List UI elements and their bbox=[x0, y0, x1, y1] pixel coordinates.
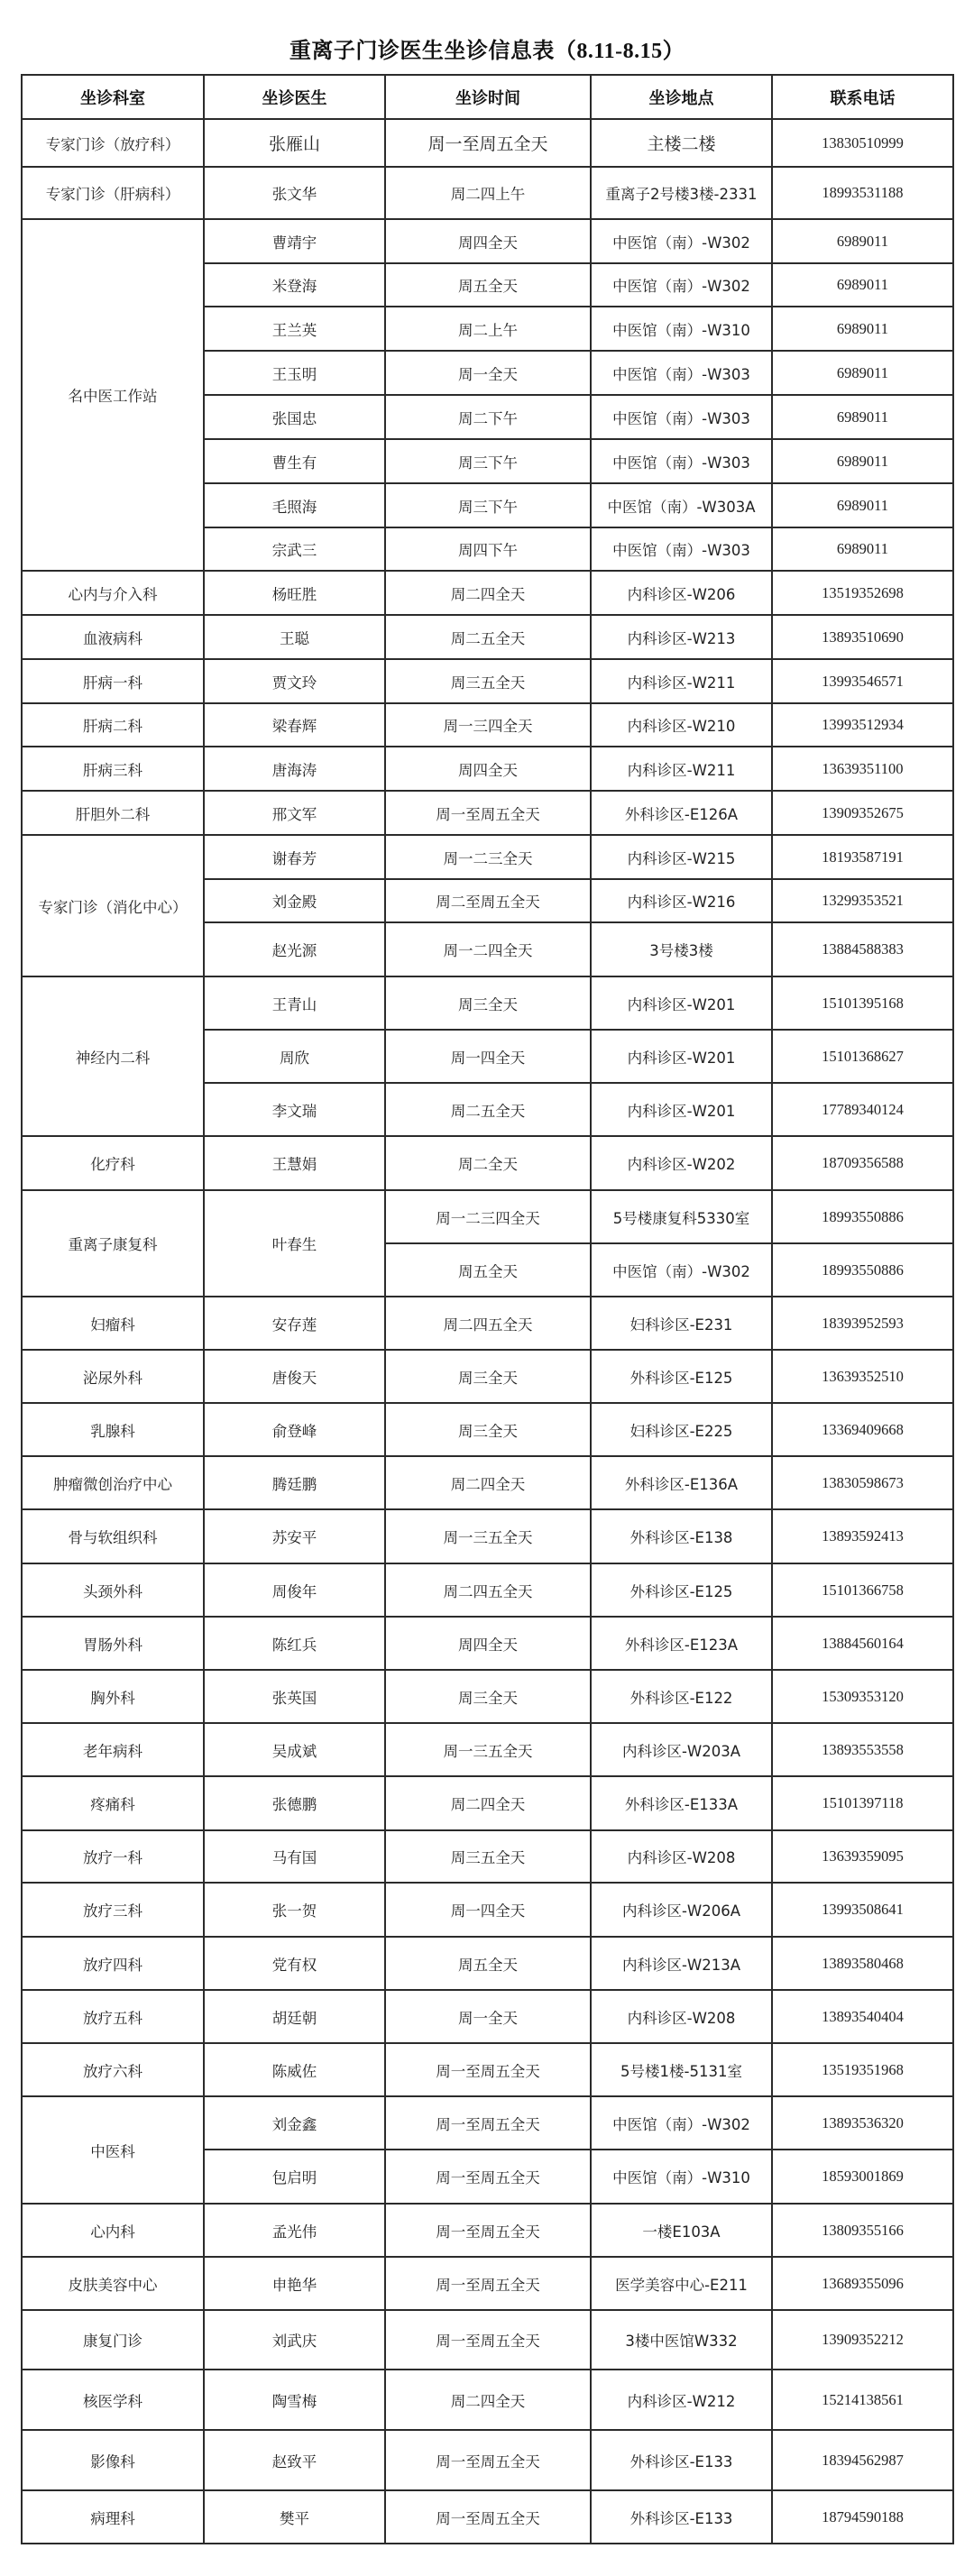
cell-time: 周五全天 bbox=[385, 263, 591, 307]
cell-doctor: 唐俊天 bbox=[204, 1350, 385, 1403]
cell-time: 周一全天 bbox=[385, 351, 591, 395]
cell-location: 外科诊区-E133 bbox=[591, 2430, 772, 2490]
cell-location: 重离子2号楼3楼-2331 bbox=[591, 167, 772, 219]
cell-doctor: 贾文玲 bbox=[204, 659, 385, 703]
cell-doctor: 安存莲 bbox=[204, 1297, 385, 1350]
cell-doctor: 刘金鑫 bbox=[204, 2096, 385, 2150]
table-row bbox=[22, 2043, 953, 2096]
cell-phone: 13884560164 bbox=[772, 1617, 953, 1670]
cell-doctor: 赵致平 bbox=[204, 2430, 385, 2490]
table-row bbox=[22, 2310, 953, 2370]
cell-time: 周四全天 bbox=[385, 747, 591, 791]
table-row bbox=[22, 2430, 953, 2490]
cell-dept: 老年病科 bbox=[22, 1723, 204, 1776]
cell-doctor: 梁春辉 bbox=[204, 703, 385, 747]
cell-location: 中医馆（南）-W303 bbox=[591, 439, 772, 483]
cell-location: 内科诊区-W206 bbox=[591, 571, 772, 615]
cell-dept: 专家门诊（放疗科） bbox=[22, 119, 204, 167]
cell-dept: 血液病科 bbox=[22, 615, 204, 659]
cell-time: 周二四上午 bbox=[385, 167, 591, 219]
table-row bbox=[22, 1670, 953, 1723]
cell-dept: 泌尿外科 bbox=[22, 1350, 204, 1403]
cell-dept: 妇瘤科 bbox=[22, 1297, 204, 1350]
cell-location: 中医馆（南）-W302 bbox=[591, 263, 772, 307]
cell-dept: 化疗科 bbox=[22, 1136, 204, 1190]
cell-dept: 放疗五科 bbox=[22, 1990, 204, 2043]
cell-phone: 15101368627 bbox=[772, 1030, 953, 1083]
cell-doctor: 周欣 bbox=[204, 1030, 385, 1083]
cell-dept: 疼痛科 bbox=[22, 1776, 204, 1830]
cell-location: 内科诊区-W201 bbox=[591, 1030, 772, 1083]
cell-dept: 肝胆外二科 bbox=[22, 791, 204, 835]
cell-dept: 胸外科 bbox=[22, 1670, 204, 1723]
cell-phone: 13884588383 bbox=[772, 922, 953, 976]
cell-dept: 肝病三科 bbox=[22, 747, 204, 791]
cell-doctor: 张国忠 bbox=[204, 395, 385, 439]
table-row bbox=[22, 571, 953, 615]
cell-dept: 专家门诊（消化中心） bbox=[22, 835, 204, 976]
table-row bbox=[22, 1136, 953, 1190]
cell-time: 周三下午 bbox=[385, 483, 591, 527]
cell-doctor: 王青山 bbox=[204, 976, 385, 1030]
cell-location: 妇科诊区-E231 bbox=[591, 1297, 772, 1350]
table-row bbox=[22, 1297, 953, 1350]
cell-phone: 13299353521 bbox=[772, 879, 953, 922]
cell-time: 周一至周五全天 bbox=[385, 2096, 591, 2150]
cell-location: 中医馆（南）-W303 bbox=[591, 351, 772, 395]
cell-location: 外科诊区-E125 bbox=[591, 1563, 772, 1617]
cell-time: 周一至周五全天 bbox=[385, 2490, 591, 2544]
cell-time: 周二五全天 bbox=[385, 615, 591, 659]
cell-dept: 病理科 bbox=[22, 2490, 204, 2544]
header-doctor: 坐诊医生 bbox=[204, 75, 385, 119]
cell-doctor: 王慧娟 bbox=[204, 1136, 385, 1190]
cell-dept: 肿瘤微创治疗中心 bbox=[22, 1456, 204, 1509]
cell-time: 周一至周五全天 bbox=[385, 2150, 591, 2204]
cell-phone: 18993550886 bbox=[772, 1243, 953, 1297]
table-row bbox=[22, 2257, 953, 2310]
cell-phone: 13993508641 bbox=[772, 1883, 953, 1937]
cell-doctor: 毛照海 bbox=[204, 483, 385, 527]
table-row bbox=[22, 2204, 953, 2257]
cell-location: 外科诊区-E133 bbox=[591, 2490, 772, 2544]
cell-doctor: 王玉明 bbox=[204, 351, 385, 395]
table-row bbox=[22, 976, 953, 1030]
table-row bbox=[22, 1723, 953, 1776]
cell-location: 内科诊区-W206A bbox=[591, 1883, 772, 1937]
cell-time: 周一至周五全天 bbox=[385, 2204, 591, 2257]
cell-location: 外科诊区-E136A bbox=[591, 1456, 772, 1509]
cell-doctor: 叶春生 bbox=[204, 1190, 385, 1297]
table-row bbox=[22, 1190, 953, 1243]
cell-phone: 13830510999 bbox=[772, 119, 953, 167]
cell-time: 周一至周五全天 bbox=[385, 791, 591, 835]
table-row bbox=[22, 2490, 953, 2544]
table-row bbox=[22, 659, 953, 703]
cell-time: 周二四全天 bbox=[385, 2370, 591, 2430]
table-row bbox=[22, 119, 953, 167]
table-row bbox=[22, 835, 953, 879]
cell-phone: 6989011 bbox=[772, 351, 953, 395]
cell-phone: 6989011 bbox=[772, 527, 953, 571]
cell-phone: 6989011 bbox=[772, 439, 953, 483]
table-row bbox=[22, 791, 953, 835]
cell-time: 周二四五全天 bbox=[385, 1297, 591, 1350]
cell-phone: 13993512934 bbox=[772, 703, 953, 747]
cell-phone: 18993550886 bbox=[772, 1190, 953, 1243]
table-row bbox=[22, 1617, 953, 1670]
cell-phone: 13893540404 bbox=[772, 1990, 953, 2043]
cell-location: 中医馆（南）-W303 bbox=[591, 395, 772, 439]
cell-time: 周一至周五全天 bbox=[385, 2310, 591, 2370]
cell-phone: 13909352212 bbox=[772, 2310, 953, 2370]
cell-dept: 放疗一科 bbox=[22, 1830, 204, 1883]
table-row bbox=[22, 703, 953, 747]
cell-time: 周一三五全天 bbox=[385, 1509, 591, 1563]
cell-time: 周三全天 bbox=[385, 1670, 591, 1723]
cell-time: 周一四全天 bbox=[385, 1030, 591, 1083]
cell-location: 内科诊区-W211 bbox=[591, 659, 772, 703]
cell-phone: 6989011 bbox=[772, 395, 953, 439]
cell-phone: 13639359095 bbox=[772, 1830, 953, 1883]
cell-dept: 影像科 bbox=[22, 2430, 204, 2490]
cell-doctor: 樊平 bbox=[204, 2490, 385, 2544]
cell-doctor: 党有权 bbox=[204, 1937, 385, 1990]
cell-location: 内科诊区-W212 bbox=[591, 2370, 772, 2430]
cell-time: 周一三五全天 bbox=[385, 1723, 591, 1776]
cell-location: 内科诊区-W202 bbox=[591, 1136, 772, 1190]
cell-location: 3号楼3楼 bbox=[591, 922, 772, 976]
cell-phone: 13830598673 bbox=[772, 1456, 953, 1509]
cell-location: 内科诊区-W208 bbox=[591, 1990, 772, 2043]
cell-doctor: 张英国 bbox=[204, 1670, 385, 1723]
cell-phone: 15101366758 bbox=[772, 1563, 953, 1617]
cell-phone: 15309353120 bbox=[772, 1670, 953, 1723]
cell-location: 中医馆（南）-W302 bbox=[591, 2096, 772, 2150]
cell-dept: 放疗四科 bbox=[22, 1937, 204, 1990]
cell-phone: 13893580468 bbox=[772, 1937, 953, 1990]
table-row bbox=[22, 1403, 953, 1456]
cell-phone: 13639351100 bbox=[772, 747, 953, 791]
cell-dept: 中医科 bbox=[22, 2096, 204, 2204]
cell-location: 妇科诊区-E225 bbox=[591, 1403, 772, 1456]
cell-dept: 乳腺科 bbox=[22, 1403, 204, 1456]
cell-location: 中医馆（南）-W302 bbox=[591, 219, 772, 263]
cell-doctor: 腾廷鹏 bbox=[204, 1456, 385, 1509]
cell-location: 内科诊区-W208 bbox=[591, 1830, 772, 1883]
cell-phone: 13909352675 bbox=[772, 791, 953, 835]
table-row bbox=[22, 1350, 953, 1403]
cell-doctor: 俞登峰 bbox=[204, 1403, 385, 1456]
table-row bbox=[22, 747, 953, 791]
cell-phone: 13893510690 bbox=[772, 615, 953, 659]
cell-doctor: 杨旺胜 bbox=[204, 571, 385, 615]
cell-time: 周一四全天 bbox=[385, 1883, 591, 1937]
cell-phone: 6989011 bbox=[772, 307, 953, 351]
cell-location: 内科诊区-W203A bbox=[591, 1723, 772, 1776]
cell-time: 周一至周五全天 bbox=[385, 119, 591, 167]
cell-location: 中医馆（南）-W302 bbox=[591, 1243, 772, 1297]
cell-doctor: 李文瑞 bbox=[204, 1083, 385, 1136]
cell-phone: 6989011 bbox=[772, 263, 953, 307]
cell-time: 周二五全天 bbox=[385, 1083, 591, 1136]
cell-doctor: 吴成斌 bbox=[204, 1723, 385, 1776]
cell-doctor: 包启明 bbox=[204, 2150, 385, 2204]
cell-phone: 13809355166 bbox=[772, 2204, 953, 2257]
cell-time: 周三全天 bbox=[385, 976, 591, 1030]
cell-doctor: 胡廷朝 bbox=[204, 1990, 385, 2043]
cell-phone: 15101395168 bbox=[772, 976, 953, 1030]
cell-dept: 核医学科 bbox=[22, 2370, 204, 2430]
header-phone: 联系电话 bbox=[772, 75, 953, 119]
cell-doctor: 苏安平 bbox=[204, 1509, 385, 1563]
cell-doctor: 王兰英 bbox=[204, 307, 385, 351]
cell-time: 周三五全天 bbox=[385, 1830, 591, 1883]
cell-location: 内科诊区-W216 bbox=[591, 879, 772, 922]
cell-location: 中医馆（南）-W303 bbox=[591, 527, 772, 571]
cell-doctor: 张德鹏 bbox=[204, 1776, 385, 1830]
title-text: 重离子门诊医生坐诊信息表 bbox=[289, 38, 555, 63]
cell-doctor: 张一贺 bbox=[204, 1883, 385, 1937]
cell-dept: 重离子康复科 bbox=[22, 1190, 204, 1297]
cell-time: 周一二三四全天 bbox=[385, 1190, 591, 1243]
table-row bbox=[22, 1937, 953, 1990]
cell-doctor: 陶雪梅 bbox=[204, 2370, 385, 2430]
cell-doctor: 米登海 bbox=[204, 263, 385, 307]
cell-time: 周三全天 bbox=[385, 1350, 591, 1403]
cell-time: 周四全天 bbox=[385, 219, 591, 263]
cell-time: 周五全天 bbox=[385, 1243, 591, 1297]
cell-phone: 18794590188 bbox=[772, 2490, 953, 2544]
cell-location: 外科诊区-E138 bbox=[591, 1509, 772, 1563]
cell-time: 周三全天 bbox=[385, 1403, 591, 1456]
cell-phone: 13519352698 bbox=[772, 571, 953, 615]
cell-time: 周二四全天 bbox=[385, 1456, 591, 1509]
cell-phone: 15101397118 bbox=[772, 1776, 953, 1830]
cell-time: 周一至周五全天 bbox=[385, 2043, 591, 2096]
cell-location: 3楼中医馆W332 bbox=[591, 2310, 772, 2370]
cell-location: 内科诊区-W211 bbox=[591, 747, 772, 791]
cell-location: 内科诊区-W210 bbox=[591, 703, 772, 747]
cell-dept: 心内科 bbox=[22, 2204, 204, 2257]
cell-time: 周二下午 bbox=[385, 395, 591, 439]
cell-location: 5号楼康复科5330室 bbox=[591, 1190, 772, 1243]
cell-phone: 6989011 bbox=[772, 483, 953, 527]
cell-location: 外科诊区-E133A bbox=[591, 1776, 772, 1830]
cell-location: 内科诊区-W213 bbox=[591, 615, 772, 659]
table-row bbox=[22, 1883, 953, 1937]
cell-location: 内科诊区-W215 bbox=[591, 835, 772, 879]
header-row bbox=[22, 75, 953, 119]
header-location: 坐诊地点 bbox=[591, 75, 772, 119]
cell-doctor: 谢春芳 bbox=[204, 835, 385, 879]
cell-phone: 13519351968 bbox=[772, 2043, 953, 2096]
cell-phone: 15214138561 bbox=[772, 2370, 953, 2430]
cell-doctor: 赵光源 bbox=[204, 922, 385, 976]
cell-time: 周三下午 bbox=[385, 439, 591, 483]
table-row bbox=[22, 167, 953, 219]
title-date-range: （8.11-8.15） bbox=[554, 40, 685, 63]
header-time: 坐诊时间 bbox=[385, 75, 591, 119]
cell-location: 内科诊区-W201 bbox=[591, 1083, 772, 1136]
cell-location: 主楼二楼 bbox=[591, 119, 772, 167]
cell-time: 周一至周五全天 bbox=[385, 2257, 591, 2310]
cell-phone: 13689355096 bbox=[772, 2257, 953, 2310]
cell-time: 周二上午 bbox=[385, 307, 591, 351]
cell-dept: 神经内二科 bbox=[22, 976, 204, 1136]
cell-time: 周三五全天 bbox=[385, 659, 591, 703]
cell-phone: 6989011 bbox=[772, 219, 953, 263]
cell-time: 周二全天 bbox=[385, 1136, 591, 1190]
cell-time: 周四全天 bbox=[385, 1617, 591, 1670]
cell-time: 周一至周五全天 bbox=[385, 2430, 591, 2490]
cell-phone: 18393952593 bbox=[772, 1297, 953, 1350]
cell-phone: 13993546571 bbox=[772, 659, 953, 703]
cell-doctor: 周俊年 bbox=[204, 1563, 385, 1617]
table-row bbox=[22, 1776, 953, 1830]
cell-doctor: 曹靖宇 bbox=[204, 219, 385, 263]
cell-time: 周二四全天 bbox=[385, 571, 591, 615]
cell-location: 内科诊区-W201 bbox=[591, 976, 772, 1030]
cell-time: 周二至周五全天 bbox=[385, 879, 591, 922]
cell-doctor: 陈威佐 bbox=[204, 2043, 385, 2096]
cell-doctor: 张文华 bbox=[204, 167, 385, 219]
table-row bbox=[22, 1456, 953, 1509]
cell-location: 中医馆（南）-W303A bbox=[591, 483, 772, 527]
cell-dept: 胃肠外科 bbox=[22, 1617, 204, 1670]
cell-dept: 头颈外科 bbox=[22, 1563, 204, 1617]
cell-location: 一楼E103A bbox=[591, 2204, 772, 2257]
cell-doctor: 申艳华 bbox=[204, 2257, 385, 2310]
cell-doctor: 孟光伟 bbox=[204, 2204, 385, 2257]
cell-location: 内科诊区-W213A bbox=[591, 1937, 772, 1990]
cell-dept: 皮肤美容中心 bbox=[22, 2257, 204, 2310]
cell-location: 中医馆（南）-W310 bbox=[591, 307, 772, 351]
cell-time: 周一三四全天 bbox=[385, 703, 591, 747]
cell-time: 周四下午 bbox=[385, 527, 591, 571]
cell-phone: 18394562987 bbox=[772, 2430, 953, 2490]
cell-phone: 13369409668 bbox=[772, 1403, 953, 1456]
cell-time: 周一全天 bbox=[385, 1990, 591, 2043]
cell-dept: 名中医工作站 bbox=[22, 219, 204, 571]
cell-phone: 13893536320 bbox=[772, 2096, 953, 2150]
cell-dept: 心内与介入科 bbox=[22, 571, 204, 615]
cell-location: 外科诊区-E126A bbox=[591, 791, 772, 835]
table-row bbox=[22, 615, 953, 659]
cell-doctor: 马有国 bbox=[204, 1830, 385, 1883]
cell-doctor: 刘武庆 bbox=[204, 2310, 385, 2370]
cell-time: 周二四全天 bbox=[385, 1776, 591, 1830]
cell-time: 周一二三全天 bbox=[385, 835, 591, 879]
table-row bbox=[22, 1509, 953, 1563]
cell-doctor: 陈红兵 bbox=[204, 1617, 385, 1670]
cell-doctor: 唐海涛 bbox=[204, 747, 385, 791]
cell-dept: 康复门诊 bbox=[22, 2310, 204, 2370]
cell-phone: 18593001869 bbox=[772, 2150, 953, 2204]
cell-dept: 骨与软组织科 bbox=[22, 1509, 204, 1563]
cell-location: 外科诊区-E125 bbox=[591, 1350, 772, 1403]
table-body bbox=[22, 119, 953, 2544]
cell-phone: 18709356588 bbox=[772, 1136, 953, 1190]
cell-doctor: 王聪 bbox=[204, 615, 385, 659]
cell-dept: 放疗六科 bbox=[22, 2043, 204, 2096]
cell-time: 周五全天 bbox=[385, 1937, 591, 1990]
cell-doctor: 张雁山 bbox=[204, 119, 385, 167]
table-row bbox=[22, 2096, 953, 2150]
cell-phone: 13893592413 bbox=[772, 1509, 953, 1563]
schedule-table bbox=[21, 74, 954, 2544]
cell-doctor: 宗武三 bbox=[204, 527, 385, 571]
table-row bbox=[22, 2370, 953, 2430]
table-row bbox=[22, 1830, 953, 1883]
table-row bbox=[22, 1563, 953, 1617]
cell-phone: 13893553558 bbox=[772, 1723, 953, 1776]
cell-dept: 放疗三科 bbox=[22, 1883, 204, 1937]
cell-location: 5号楼1楼-5131室 bbox=[591, 2043, 772, 2096]
cell-phone: 13639352510 bbox=[772, 1350, 953, 1403]
table-row bbox=[22, 219, 953, 263]
cell-doctor: 曹生有 bbox=[204, 439, 385, 483]
cell-location: 中医馆（南）-W310 bbox=[591, 2150, 772, 2204]
cell-doctor: 刘金殿 bbox=[204, 879, 385, 922]
cell-time: 周一二四全天 bbox=[385, 922, 591, 976]
cell-phone: 18193587191 bbox=[772, 835, 953, 879]
cell-phone: 17789340124 bbox=[772, 1083, 953, 1136]
cell-time: 周二四五全天 bbox=[385, 1563, 591, 1617]
cell-location: 外科诊区-E123A bbox=[591, 1617, 772, 1670]
page-title bbox=[0, 32, 974, 64]
table-row bbox=[22, 1990, 953, 2043]
cell-phone: 18993531188 bbox=[772, 167, 953, 219]
cell-doctor: 邢文军 bbox=[204, 791, 385, 835]
cell-dept: 专家门诊（肝病科） bbox=[22, 167, 204, 219]
cell-dept: 肝病一科 bbox=[22, 659, 204, 703]
header-dept: 坐诊科室 bbox=[22, 75, 204, 119]
cell-location: 医学美容中心-E211 bbox=[591, 2257, 772, 2310]
cell-location: 外科诊区-E122 bbox=[591, 1670, 772, 1723]
cell-dept: 肝病二科 bbox=[22, 703, 204, 747]
